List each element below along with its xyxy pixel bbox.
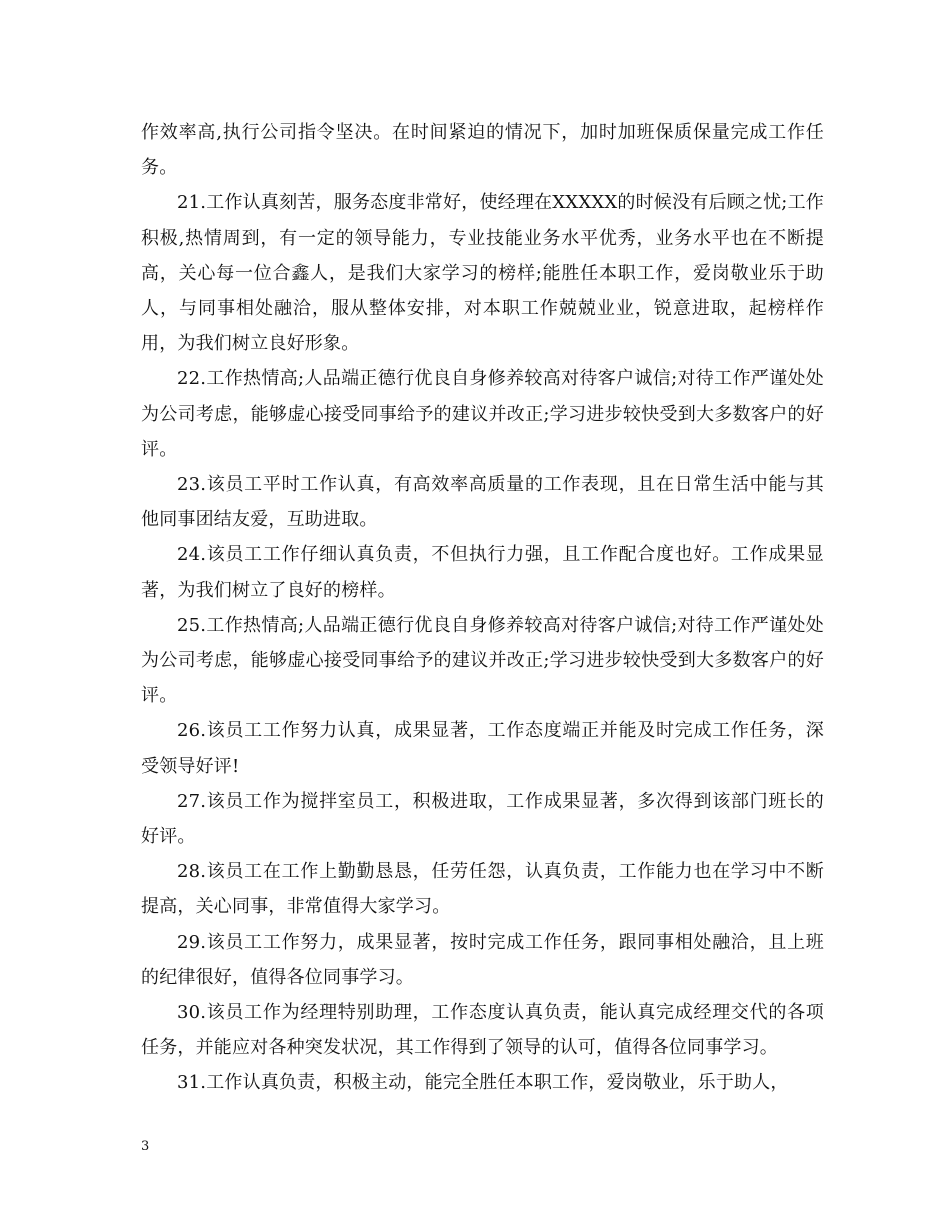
paragraph-21: 21.工作认真刻苦，服务态度非常好，使经理在XXXXX的时候没有后顾之忧;工作积极,热情周到，有一定的领导能力，专业技能业务水平优秀，业务水平也在不断提高，关心每一位合鑫人，是我们大家学习的榜样;能胜任本职工作，爱岗敬业乐于助人，与同事相处融洽，服从整体安排，对本职工作兢兢业业，锐意进取，起榜样作用，为我们树立良好形象。: [141, 192, 824, 355]
body-text: [141, 115, 824, 1101]
paragraph-22: 22.工作热情高;人品端正德行优良自身修养较高对待客户诚信;对待工作严谨处处为公司考虑，能够虚心接受同事给予的建议并改正;学习进步较快受到大多数客户的好评。: [141, 368, 824, 460]
paragraph-23: 23.该员工平时工作认真，有高效率高质量的工作表现，且在日常生活中能与其他同事团结友爱，互助进取。: [141, 474, 824, 531]
paragraph-31: 31.工作认真负责，积极主动，能完全胜任本职工作，爱岗敬业，乐于助人，: [177, 1072, 789, 1094]
paragraph-30: 30.该员工作为经理特别助理，工作态度认真负责，能认真完成经理交代的各项任务，并能应对各种突发状况，其工作得到了领导的认可，值得各位同事学习。: [141, 1002, 824, 1059]
paragraph-26: 26.该员工工作努力认真，成果显著，工作态度端正并能及时完成工作任务，深受领导好评!: [141, 720, 824, 777]
paragraph-25: 25.工作热情高;人品端正德行优良自身修养较高对待客户诚信;对待工作严谨处处为公司考虑，能够虚心接受同事给予的建议并改正;学习进步较快受到大多数客户的好评。: [141, 614, 824, 707]
paragraph-24: 24.该员工工作仔细认真负责，不但执行力强，且工作配合度也好。工作成果显著，为我们树立了良好的榜样。: [141, 544, 824, 601]
page-number: 3: [141, 1139, 150, 1154]
paragraph-continuation: 作效率高,执行公司指令坚决。在时间紧迫的情况下，加时加班保质保量完成工作任务。: [141, 122, 824, 179]
paragraph-27: 27.该员工作为搅拌室员工，积极进取，工作成果显著，多次得到该部门班长的好评。: [141, 790, 824, 848]
paragraph-29: 29.该员工工作努力，成果显著，按时完成工作任务，跟同事相处融洽，且上班的纪律很好，值得各位同事学习。: [141, 931, 824, 988]
paragraph-28: 28.该员工在工作上勤勤恳恳，任劳任怨，认真负责，工作能力也在学习中不断提高，关心同事，非常值得大家学习。: [141, 861, 824, 918]
